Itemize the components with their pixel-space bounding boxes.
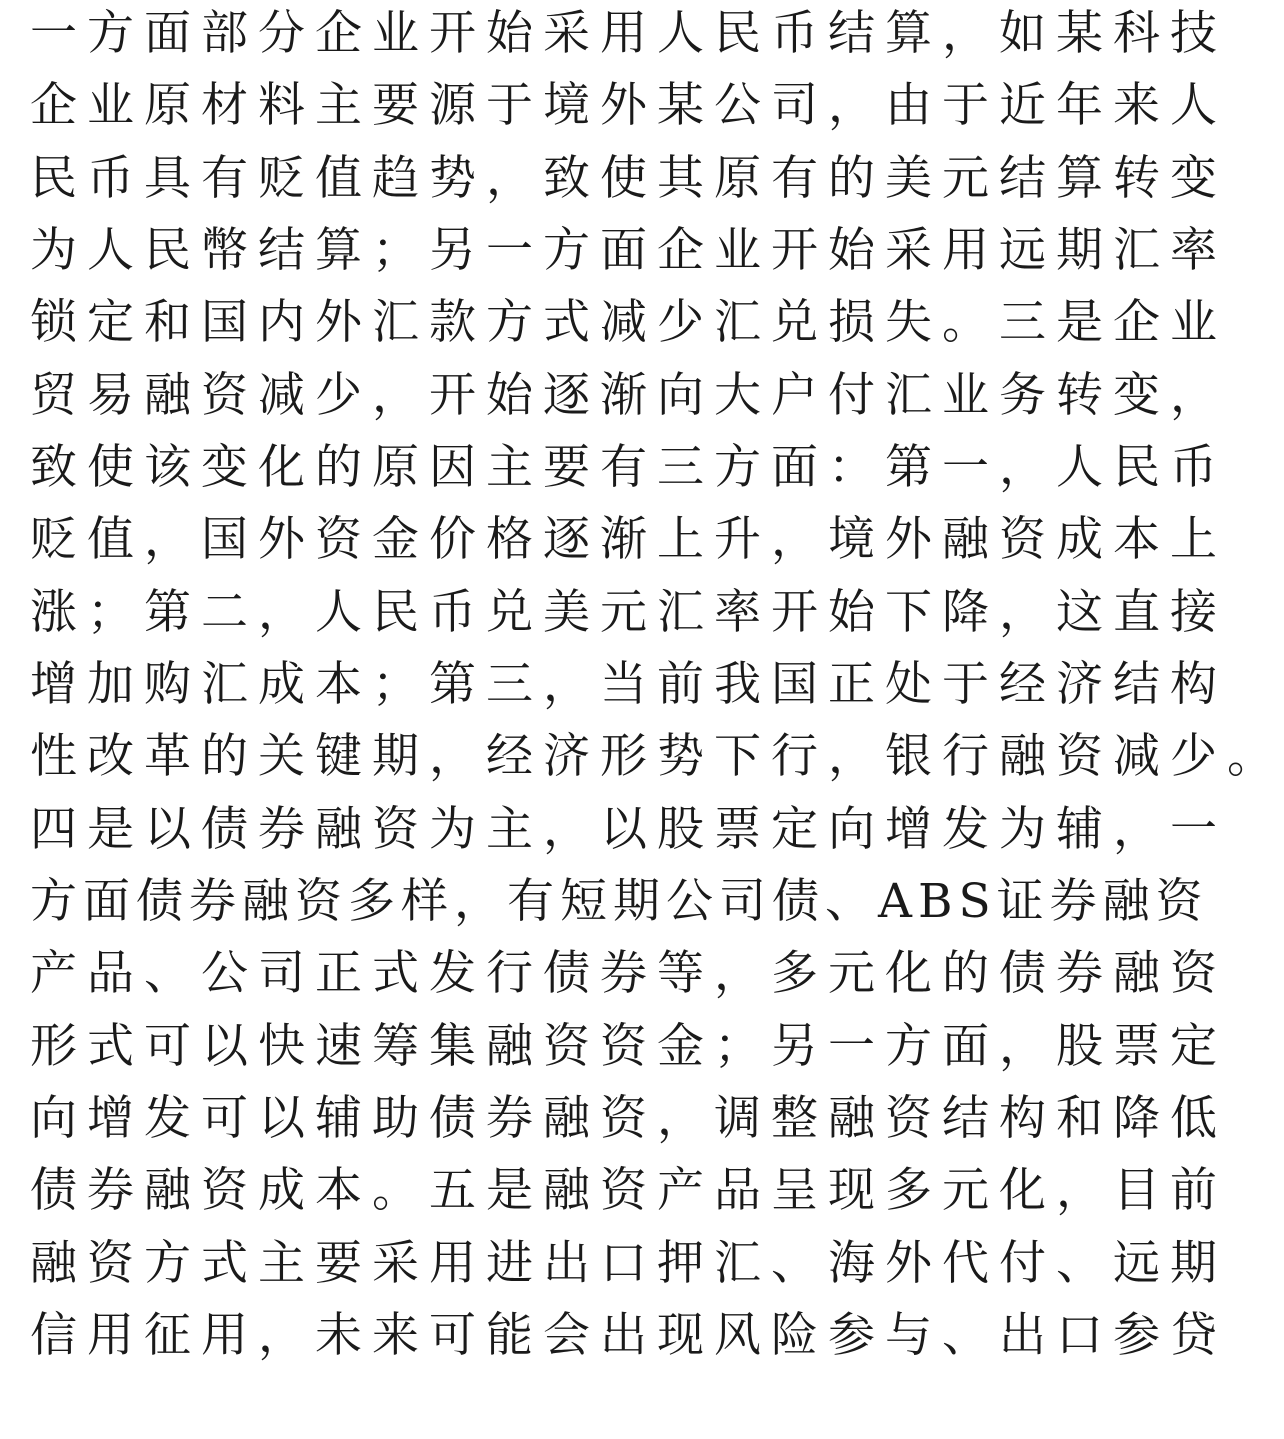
text-line: 涨；第二，人民币兑美元汇率开始下降，这直接: [30, 585, 1227, 640]
text-line: 四是以债券融资为主，以股票定向增发为辅，一: [30, 802, 1227, 857]
text-line: 为人民幣结算；另一方面企业开始采用远期汇率: [30, 223, 1227, 278]
text-line: 企业原材料主要源于境外某公司，由于近年来人: [30, 78, 1227, 133]
text-line: 致使该变化的原因主要有三方面：第一，人民币: [30, 440, 1227, 495]
text-line: 性改革的关键期，经济形势下行，银行融资减少。: [30, 729, 1284, 784]
text-line: 方面债券融资多样，有短期公司债、ABS证券融资: [30, 874, 1209, 929]
text-line: 融资方式主要采用进出口押汇、海外代付、远期: [30, 1236, 1227, 1291]
text-line: 向增发可以辅助债券融资，调整融资结构和降低: [30, 1091, 1227, 1146]
text-line: 贸易融资减少，开始逐渐向大户付汇业务转变，: [30, 368, 1227, 423]
text-line: 信用征用，未来可能会出现风险参与、出口参贷: [30, 1308, 1227, 1363]
text-line: 一方面部分企业开始采用人民币结算，如某科技: [30, 6, 1227, 61]
text-line: 形式可以快速筹集融资资金；另一方面，股票定: [30, 1019, 1227, 1074]
text-line: 锁定和国内外汇款方式减少汇兑损失。三是企业: [30, 295, 1227, 350]
text-line: 增加购汇成本；第三，当前我国正处于经济结构: [30, 657, 1227, 712]
text-line: 债券融资成本。五是融资产品呈现多元化，目前: [30, 1163, 1227, 1218]
text-line: 产品、公司正式发行债券等，多元化的债券融资: [30, 946, 1227, 1001]
text-line: 贬值，国外资金价格逐渐上升，境外融资成本上: [30, 512, 1227, 567]
text-line: 民币具有贬值趋势，致使其原有的美元结算转变: [30, 151, 1227, 206]
